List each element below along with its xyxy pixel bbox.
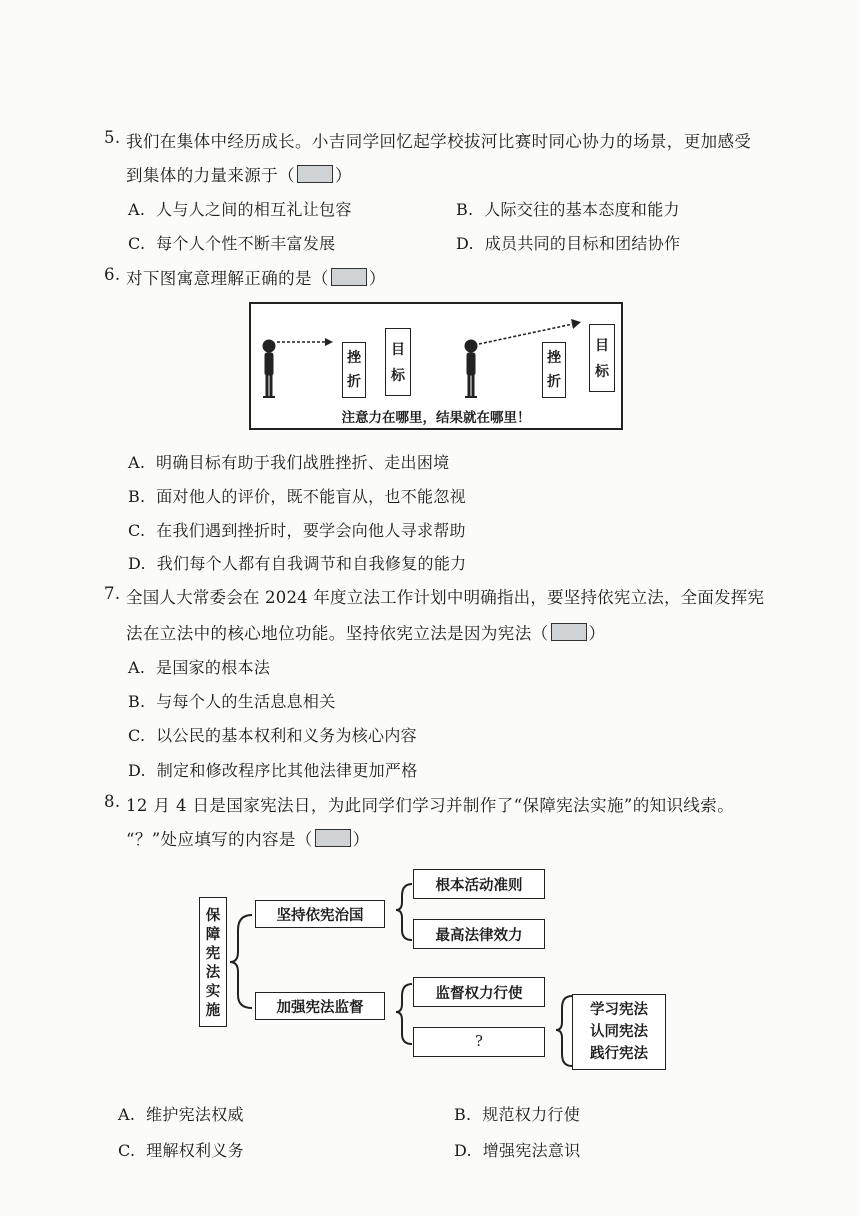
option-label: B.	[128, 487, 146, 506]
arrow-icon	[479, 319, 581, 344]
side-box-line: 践行宪法	[590, 1045, 648, 1062]
leaf-node: 监督权力行使	[413, 977, 545, 1007]
obstacle-char: 折	[547, 374, 561, 390]
branch-node-constitutional-supervision: 加强宪法监督	[255, 992, 385, 1020]
root-char: 实	[205, 983, 221, 1000]
option-text: 理解权利义务	[146, 1141, 244, 1160]
option-text: 在我们遇到挫折时，要学会向他人寻求帮助	[156, 521, 466, 540]
option-b[interactable]	[454, 1102, 580, 1125]
stem-text: 法在立法中的核心地位功能。坚持依宪立法是因为宪法（	[126, 624, 549, 643]
option-label: D.	[128, 761, 146, 780]
goal-char: 目	[595, 338, 609, 354]
answer-blank[interactable]	[551, 623, 587, 641]
option-text: 明确目标有助于我们战胜挫折、走出困境	[156, 453, 450, 472]
obstacle-char: 折	[347, 374, 361, 390]
goal-char: 标	[391, 368, 405, 384]
option-label: C.	[128, 234, 146, 253]
root-char: 障	[205, 926, 221, 943]
goal-char: 目	[391, 342, 405, 358]
question-number: 5.	[104, 128, 121, 147]
cartoon-figure	[249, 302, 623, 430]
stem-text: “？”处应填写的内容是（	[126, 830, 313, 849]
question-number: 7.	[104, 584, 121, 603]
goal-char: 标	[595, 364, 609, 380]
option-text: 人与人之间的相互礼让包容	[156, 200, 352, 219]
option-a[interactable]	[118, 1102, 244, 1125]
branch-node-rule-of-constitution: 坚持依宪治国	[255, 900, 385, 928]
option-d[interactable]	[454, 1138, 581, 1161]
option-label: C.	[128, 521, 146, 540]
root-char: 法	[205, 964, 221, 981]
question-stem	[126, 265, 386, 289]
person-icon	[263, 340, 275, 397]
option-text: 每个人个性不断丰富发展	[156, 234, 336, 253]
option-label: A.	[128, 200, 146, 219]
question-stem-line-2	[126, 162, 352, 186]
option-b[interactable]	[128, 484, 466, 507]
option-text: 是国家的根本法	[156, 658, 271, 677]
option-label: A.	[128, 453, 146, 472]
stem-text-close: ）	[588, 624, 606, 643]
side-box	[572, 994, 666, 1070]
option-label: B.	[456, 200, 474, 219]
question-stem-line-2	[126, 826, 370, 850]
option-label: B.	[454, 1105, 472, 1124]
option-label: A.	[128, 658, 146, 677]
option-text: 成员共同的目标和团结协作	[484, 234, 681, 253]
goal-box	[385, 328, 411, 396]
obstacle-char: 挫	[547, 350, 561, 366]
obstacle-box	[342, 342, 366, 398]
option-text: 维护宪法权威	[146, 1105, 244, 1124]
option-label: A.	[118, 1105, 136, 1124]
option-text: 与每个人的生活息息相关	[156, 692, 336, 711]
option-c[interactable]	[118, 1138, 244, 1161]
answer-blank[interactable]	[297, 165, 333, 183]
root-char: 施	[205, 1002, 221, 1019]
option-c[interactable]	[128, 723, 417, 746]
root-box	[199, 897, 227, 1027]
stem-text-close: ）	[335, 166, 352, 185]
option-text: 以公民的基本权利和义务为核心内容	[156, 726, 417, 745]
option-c[interactable]	[128, 518, 466, 541]
answer-blank[interactable]	[315, 829, 351, 847]
goal-box	[589, 324, 615, 392]
stem-text-close: ）	[352, 830, 370, 849]
arrow-icon	[277, 338, 333, 346]
option-label: D.	[128, 554, 146, 573]
root-char: 保	[205, 907, 221, 924]
option-text: 规范权力行使	[482, 1105, 581, 1124]
obstacle-box	[542, 342, 566, 398]
option-text: 面对他人的评价，既不能盲从，也不能忽视	[156, 487, 466, 506]
option-label: B.	[128, 692, 146, 711]
question-number: 8.	[104, 792, 121, 811]
option-d[interactable]	[128, 758, 418, 781]
side-box-line: 学习宪法	[590, 1001, 648, 1018]
question-stem-line-1: 我们在集体中经历成长。小吉同学回忆起学校拔河比赛时同心协力的场景，更加感受	[126, 132, 752, 151]
stem-text: 对下图寓意理解正确的是（	[126, 269, 329, 288]
question-stem-line-1: 12 月 4 日是国家宪法日，为此同学们学习并制作了“保障宪法实施”的知识线索。	[126, 796, 735, 815]
question-stem-line-1: 全国人大常委会在 2024 年度立法工作计划中明确指出，要坚持依宪立法，全面发挥宪	[126, 588, 765, 607]
option-label: D.	[454, 1141, 472, 1160]
obstacle-char: 挫	[347, 350, 361, 366]
option-c[interactable]	[128, 231, 335, 254]
question-stem-line-2	[126, 620, 605, 644]
figure-caption: 注意力在哪里，结果就在哪里！	[341, 410, 531, 426]
person-icon	[465, 340, 477, 397]
side-box-line: 认同宪法	[590, 1023, 648, 1040]
option-a[interactable]	[128, 655, 270, 678]
option-b[interactable]	[456, 197, 680, 220]
stem-text: 到集体的力量来源于（	[126, 166, 295, 185]
option-b[interactable]	[128, 689, 336, 712]
option-a[interactable]	[128, 197, 352, 220]
option-label: C.	[128, 726, 146, 745]
leaf-node: 最高法律效力	[413, 919, 545, 949]
question-number: 6.	[104, 265, 121, 284]
leaf-node: 根本活动准则	[413, 869, 545, 899]
unknown-node: ?	[413, 1027, 545, 1057]
option-text: 制定和修改程序比其他法律更加严格	[156, 761, 418, 780]
option-text: 增强宪法意识	[482, 1141, 581, 1160]
root-char: 宪	[205, 945, 221, 962]
option-text: 我们每个人都有自我调节和自我修复的能力	[156, 554, 467, 573]
option-text: 人际交往的基本态度和能力	[484, 200, 680, 219]
option-d[interactable]	[128, 551, 466, 574]
option-label: C.	[118, 1141, 136, 1160]
option-label: D.	[456, 234, 474, 253]
answer-blank[interactable]	[331, 268, 367, 286]
stem-text-close: ）	[368, 269, 386, 288]
option-d[interactable]	[456, 231, 680, 254]
option-a[interactable]	[128, 450, 449, 473]
